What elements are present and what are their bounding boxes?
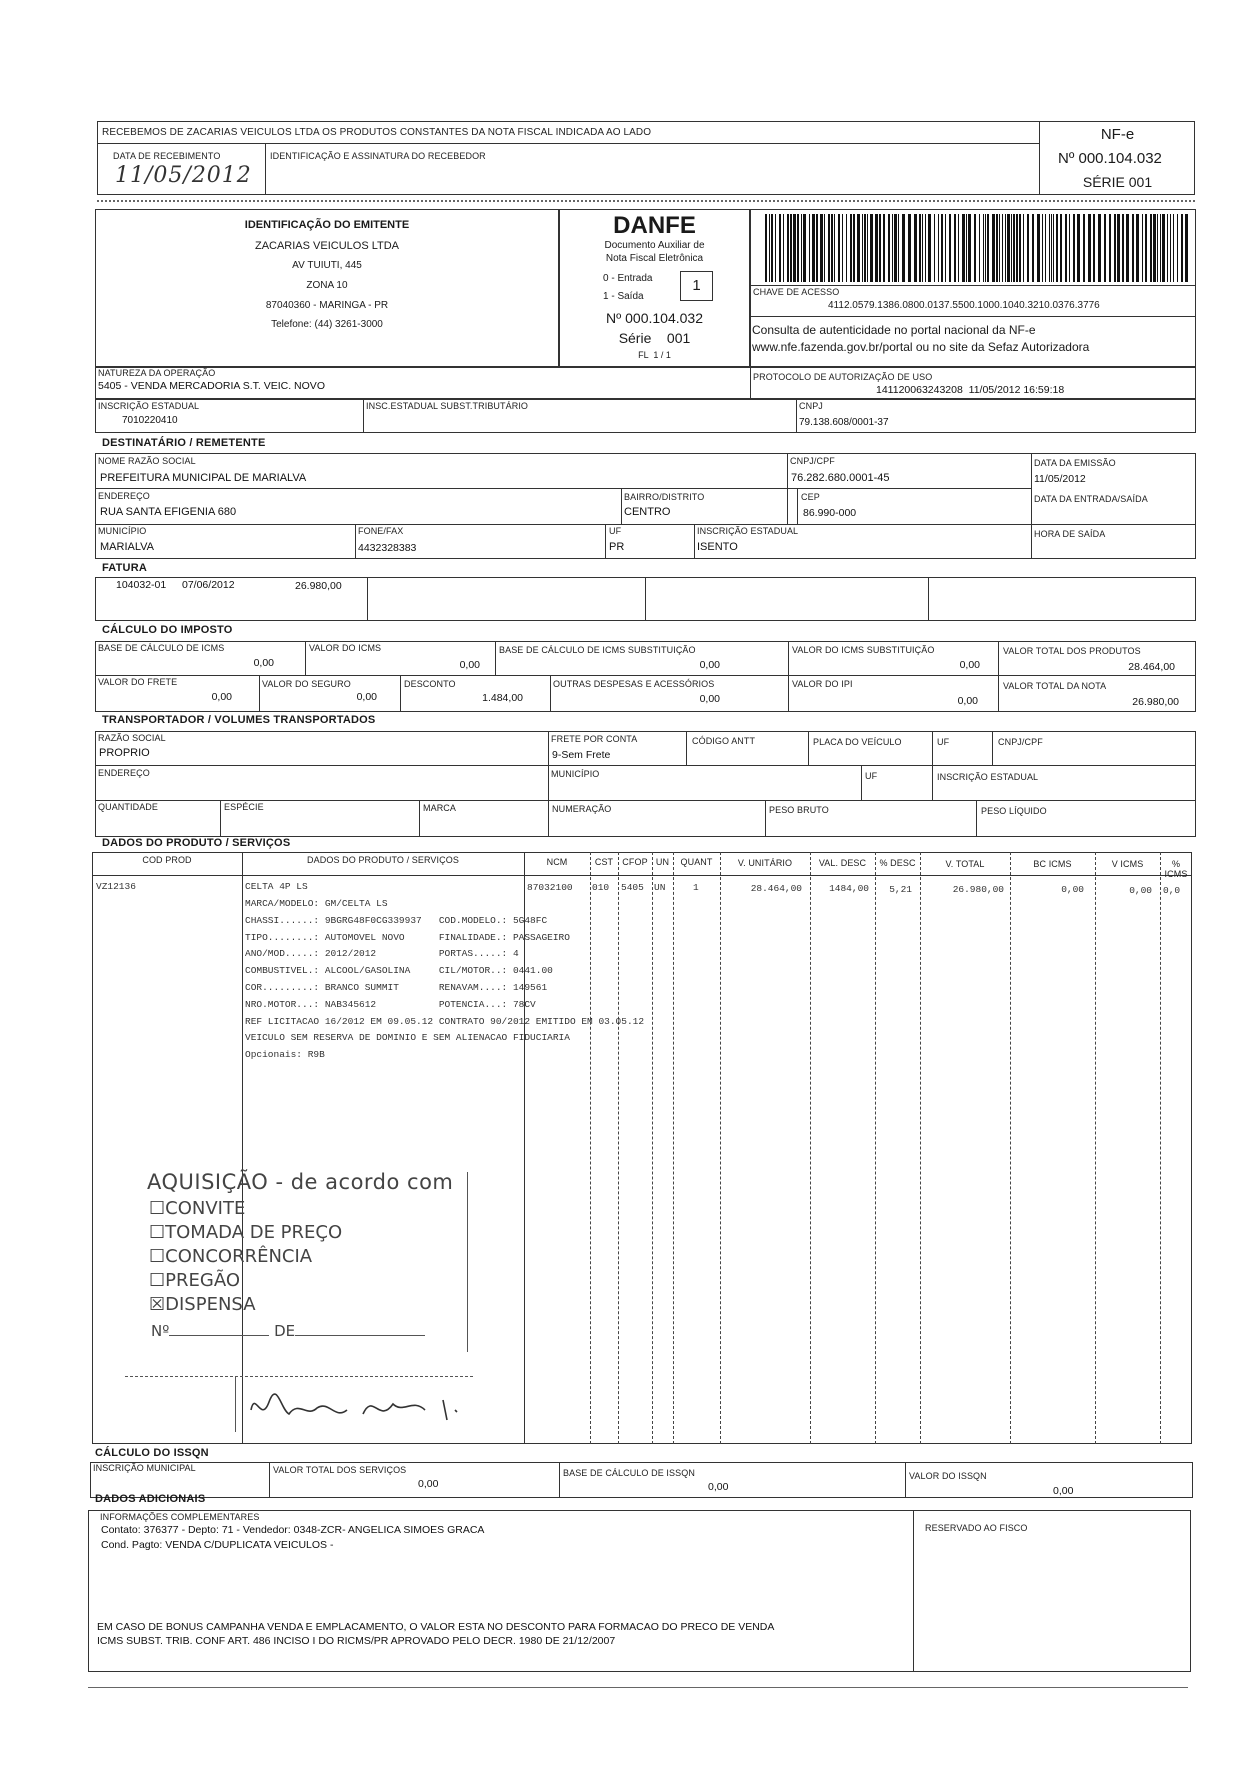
bc-icms-label: BASE DE CÁLCULO DE ICMS [98,643,225,653]
adicionais-heading: DADOS ADICIONAIS [95,1493,206,1505]
seguro-label: VALOR DO SEGURO [262,679,351,689]
danfe-serie: Série 001 [618,330,691,346]
peso-liquido-label: PESO LÍQUIDO [981,806,1047,816]
municipio: MARIALVA [100,541,154,553]
hora-saida-label: HORA DE SAÍDA [1034,529,1106,539]
col-un: UN [655,857,670,867]
row-val-desc: 1484,00 [829,883,869,894]
danfe-sub2: Nota Fiscal Eletrônica [605,253,704,264]
emitente-telefone: Telefone: (44) 3261-3000 [271,319,383,330]
bairro: CENTRO [624,506,671,518]
emitente-endereco: AV TUIUTI, 445 [292,260,362,271]
inscricao-row [95,399,1196,433]
natureza-valor: 5405 - VENDA MERCADORIA S.T. VEIC. NOVO [98,380,325,392]
row-pct-desc: 5,21 [889,884,912,895]
dest-endereco-label: ENDEREÇO [98,491,150,501]
row-descricao: CELTA 4P LS [245,881,308,892]
v-st: 0,00 [959,659,980,671]
transp-frete: 9-Sem Frete [552,749,611,761]
ipi-label: VALOR DO IPI [792,679,853,689]
col-pct-desc: % DESC [879,858,916,868]
bc-st-label: BASE DE CÁLCULO DE ICMS SUBSTITUIÇÃO [499,645,696,655]
dest-nome: PREFEITURA MUNICIPAL DE MARIALVA [100,472,307,484]
cep: 86.990-000 [803,507,857,519]
canhoto-numero: Nº 000.104.032 [1058,150,1162,167]
col-v-unitario: V. UNITÁRIO [737,858,793,868]
fatura-heading: FATURA [102,562,147,574]
outras-label: OUTRAS DESPESAS E ACESSÓRIOS [553,679,715,689]
fatura-vencimento: 07/06/2012 [182,579,235,591]
col-quant: QUANT [680,857,713,867]
col-pct-icms: % ICMS [1164,859,1188,879]
municipio-label: MUNICÍPIO [98,526,147,536]
seguro: 0,00 [356,691,377,703]
row-bc-icms: 0,00 [1061,884,1084,895]
transp-uf2-label: UF [865,771,878,781]
row-v-total: 26.980,00 [952,884,1004,895]
fone-label: FONE/FAX [358,526,404,536]
stamp-titulo: AQUISIÇÃO - de acordo com [147,1170,454,1194]
emitente-nome: ZACARIAS VEICULOS LTDA [254,240,400,252]
transp-cnpj-label: CNPJ/CPF [998,737,1043,747]
v-st-label: VALOR DO ICMS SUBSTITUIÇÃO [792,645,935,655]
bc-st: 0,00 [699,659,720,671]
stamp-tomada: ☐TOMADA DE PREÇO [149,1222,343,1243]
fatura-valor: 26.980,00 [295,580,342,592]
row-pct-icms: 0,0 [1163,885,1181,896]
protocolo-label: PROTOCOLO DE AUTORIZAÇÃO DE USO [753,372,933,382]
emitente-zona: ZONA 10 [306,280,348,291]
frete: 0,00 [211,691,232,703]
placa-label: PLACA DO VEÍCULO [813,737,902,747]
antt-label: CÓDIGO ANTT [692,736,756,746]
stamp-pregao: ☐PREGÃO [149,1270,240,1291]
natureza-label: NATUREZA DA OPERAÇÃO [98,368,216,378]
imposto-heading: CÁLCULO DO IMPOSTO [102,624,233,636]
aquisicao-stamp [125,1168,473,1432]
desconto: 1.484,00 [482,692,523,704]
danfe-tipo-box: 1 [680,271,713,301]
dest-uf: PR [609,541,625,553]
col-cod: COD PROD [142,855,192,865]
fone: 4432328383 [358,542,417,554]
canhoto-recebemos: RECEBEMOS DE ZACARIAS VEICULOS LTDA OS PRODUTOS CONSTANTES DA NOTA FISCAL INDICADA AO LADO [102,127,652,138]
row-quant: 1 [693,882,699,893]
transp-endereco-label: ENDEREÇO [98,768,150,778]
emissao-label: DATA DA EMISSÃO [1034,458,1116,468]
issqn-vs: 0,00 [418,1478,439,1490]
emit-cnpj: 79.138.608/0001-37 [799,417,889,428]
dest-ie: ISENTO [697,541,738,553]
transp-uf-label: UF [937,737,950,747]
danfe-title: DANFE [613,212,696,239]
peso-bruto-label: PESO BRUTO [769,805,829,815]
info-linha3: EM CASO DE BONUS CAMPANHA VENDA E EMPLACAMENTO, O VALOR ESTA NO DESCONTO PARA FORMACAO DO PRECO DE VENDA [97,1621,775,1633]
info-linha1: Contato: 376377 - Depto: 71 - Vendedor: 0348-ZCR- ANGELICA SIMOES GRACA [101,1524,485,1536]
consulta-1: Consulta de autenticidade no portal nacional da NF-e [752,323,1036,337]
outras: 0,00 [699,693,720,705]
v-nota: 26.980,00 [1132,696,1179,708]
v-icms: 0,00 [459,659,480,671]
stamp-convite: ☐CONVITE [149,1198,246,1219]
transp-razao: PROPRIO [99,747,150,759]
frete-label: VALOR DO FRETE [98,677,178,687]
bottom-rule [88,1687,1188,1688]
stamp-nro: Nº DE [151,1322,425,1340]
danfe-numero: Nº 000.104.032 [606,310,703,326]
emitente-heading: IDENTIFICAÇÃO DO EMITENTE [244,219,410,231]
consulta-2: www.nfe.fazenda.gov.br/portal ou no site da Sefaz Autorizadora [752,340,1090,354]
fatura-numero: 104032-01 [116,579,167,591]
ie-subst-label: INSC.ESTADUAL SUBST.TRIBUTÁRIO [366,401,529,411]
info-linha4: ICMS SUBST. TRIB. CONF ART. 486 INCISO I DO RICMS/PR APROVADO PELO DECR. 1980 DE 21/12/2007 [97,1635,616,1647]
transporte-heading: TRANSPORTADOR / VOLUMES TRANSPORTADOS [102,714,376,726]
transp-ie-label: INSCRIÇÃO ESTADUAL [937,772,1039,782]
col-cst: CST [594,857,614,867]
stamp-concorrencia: ☐CONCORRÊNCIA [149,1246,313,1267]
bc-icms: 0,00 [253,657,274,669]
danfe-entrada: 0 - Entrada [603,273,653,284]
canhoto-serie: SÉRIE 001 [1082,174,1153,190]
ipi: 0,00 [957,695,978,707]
entrada-saida-label: DATA DA ENTRADA/SAÍDA [1034,494,1148,504]
issqn-im-label: INSCRIÇÃO MUNICIPAL [93,1463,196,1473]
data-recebimento-label: DATA DE RECEBIMENTO [113,151,221,161]
desconto-label: DESCONTO [404,679,456,689]
especie-label: ESPÉCIE [224,802,264,812]
col-descricao: DADOS DO PRODUTO / SERVIÇOS [307,855,459,865]
row-cfop: 5405 [621,882,644,893]
fisco-label: RESERVADO AO FISCO [925,1523,1028,1533]
row-cod: VZ12136 [96,881,136,892]
info-linha2: Cond. Pagto: VENDA C/DUPLICATA VEICULOS - [101,1539,334,1551]
dest-ie-label: INSCRIÇÃO ESTADUAL [697,526,799,536]
dest-nome-label: NOME RAZÃO SOCIAL [98,456,196,466]
dest-uf-label: UF [609,526,622,536]
dest-endereco: RUA SANTA EFIGENIA 680 [100,506,237,518]
issqn-heading: CÁLCULO DO ISSQN [95,1447,209,1459]
transp-razao-label: RAZÃO SOCIAL [98,733,166,743]
row-v-unitario: 28.464,00 [750,883,802,894]
row-un: UN [654,882,666,893]
col-v-total: V. TOTAL [945,859,985,869]
col-v-icms: V ICMS [1111,859,1144,869]
row-ncm: 87032100 [527,882,573,893]
bairro-label: BAIRRO/DISTRITO [624,492,705,502]
canhoto-nfe: NF-e [1100,126,1135,143]
dest-cnpj: 76.282.680.0001-45 [791,472,890,484]
danfe-saida: 1 - Saída [603,291,644,302]
chave-label: CHAVE DE ACESSO [753,287,840,297]
assinatura-label: IDENTIFICAÇÃO E ASSINATURA DO RECEBEDOR [270,151,486,161]
col-bc-icms: BC ICMS [1033,859,1072,869]
issqn-v: 0,00 [1053,1485,1074,1497]
transp-frete-label: FRETE POR CONTA [551,734,638,744]
col-ncm: NCM [546,857,568,867]
issqn-bc-label: BASE DE CÁLCULO DE ISSQN [563,1468,695,1478]
issqn-v-label: VALOR DO ISSQN [909,1471,987,1481]
row-cst: 010 [592,882,610,893]
destinatario-heading: DESTINATÁRIO / REMETENTE [102,437,266,449]
col-cfop: CFOP [622,857,648,867]
barcode [765,214,1190,284]
info-label: INFORMAÇÕES COMPLEMENTARES [100,1512,260,1522]
signature [243,1380,468,1432]
emit-cnpj-label: CNPJ [799,401,823,411]
row-v-icms: 0,00 [1129,885,1152,896]
cep-label: CEP [801,492,820,502]
danfe-sub1: Documento Auxiliar de [604,240,705,251]
issqn-vs-label: VALOR TOTAL DOS SERVIÇOS [273,1465,407,1475]
ie-label: INSCRIÇÃO ESTADUAL [98,401,200,411]
quantidade-label: QUANTIDADE [98,802,159,812]
ie-valor: 7010220410 [122,415,178,426]
v-produtos-label: VALOR TOTAL DOS PRODUTOS [1003,646,1141,656]
emitente-cep: 87040360 - MARINGA - PR [265,300,389,311]
produtos-heading: DADOS DO PRODUTO / SERVIÇOS [102,837,291,849]
row-detalhes: MARCA/MODELO: GM/CELTA LS CHASSI......: 9BGRG48F0CG339937 COD.MODELO.: 5G48FC TIPO........: AUTOMOVEL NOVO FINALIDADE.: PASSAGEIRO ANO/MOD.....: 2012/2012 PORTAS.....: 4 COMBUSTIVEL.: ALCOOL/GASOLINA CIL/MOTOR..: 0441.00 COR.........: BRANCO SUMMIT RENAVAM....: 149561 NRO.MOTOR...: NAB345612 POTENCIA...: 78CV REF LICITACAO 16/2012 EM 09.05.12 CONTRATO 90/2012 EMITIDO EM 03.05.12 VEICULO SEM RESERVA DE DOMINIO E SEM ALIENACAO FIDUCIARIA Opcionais: R9B [245,898,645,1061]
danfe-folha: FL 1 / 1 [638,350,671,360]
v-icms-label: VALOR DO ICMS [309,643,382,653]
numeracao-label: NUMERAÇÃO [552,804,612,814]
issqn-bc: 0,00 [708,1481,729,1493]
chave-valor: 4112.0579.1386.0800.0137.5500.1000.1040.3210.0376.3776 [828,300,1100,311]
protocolo-valor: 141120063243208 11/05/2012 16:59:18 [876,384,1065,396]
v-produtos: 28.464,00 [1128,661,1175,673]
cut-line [97,200,1195,202]
stamp-dispensa: ☒DISPENSA [149,1294,256,1315]
v-nota-label: VALOR TOTAL DA NOTA [1003,681,1107,691]
transp-municipio-label: MUNICÍPIO [551,769,600,779]
marca-label: MARCA [423,803,457,813]
col-val-desc: VAL. DESC [818,858,867,868]
data-recebimento-handwritten: 11/05/2012 [115,163,252,188]
dest-cnpj-label: CNPJ/CPF [790,456,835,466]
emissao: 11/05/2012 [1034,473,1086,485]
